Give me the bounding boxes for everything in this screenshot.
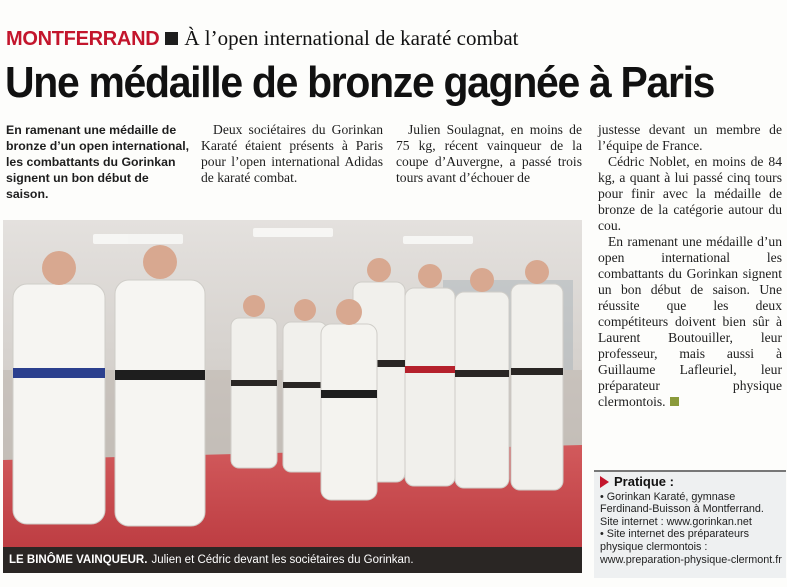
karate-group-photo	[3, 220, 582, 573]
article-kicker	[6, 26, 518, 52]
practical-item: • Gorinkan Karaté, gymnase Ferdinand-Buisson à Montferrand. Site internet : www.gorinkan.net	[600, 490, 764, 528]
body-paragraph	[598, 234, 782, 410]
body-paragraph-text: En ramenant une médaille d’un open international les combattants du Gorinkan signent un bon début de saison. Une réussite que les deux compétiteurs doivent bien sûr à Laurent Boutouiller, leur professeur, mais aussi à Guillaume Lafleuriel, leur préparateur physique clermontois.	[598, 234, 782, 409]
practical-title	[600, 476, 782, 489]
body-column-2: Deux sociétaires du Gorinkan Karaté étaient présents à Paris pour l’open international Adidas de karaté combat.	[201, 122, 383, 185]
caption-head: LE BINÔME VAINQUEUR.	[9, 554, 148, 566]
kicker-square-icon	[165, 32, 178, 45]
practical-item: • Site internet des préparateurs physique clermontois : www.preparation-physique-clermont.fr	[600, 528, 782, 566]
photo-caption	[3, 547, 582, 573]
article-photo	[3, 220, 582, 573]
article-headline: Une médaille de bronze gagnée à Paris	[5, 58, 715, 107]
body-paragraph: Cédric Noblet, en moins de 84 kg, a quant à lui passé cinq tours pour finir avec la médaille de bronze de la catégorie autour du cou.	[598, 154, 782, 233]
article-lead: En ramenant une médaille de bronze d’un open international, les combattants du Gorinkan signent un bon début de saison.	[6, 123, 190, 201]
practical-info-box	[594, 470, 786, 578]
practical-title-text: Pratique :	[614, 474, 674, 489]
body-column-3: Julien Soulagnat, en moins de 75 kg, récent vainqueur de la coupe d’Auvergne, a passé trois tours avant d’échouer de	[396, 122, 582, 185]
body-paragraph: justesse devant un membre de l’équipe de France.	[598, 122, 782, 153]
kicker-topic: À l’open international de karaté combat	[184, 26, 519, 50]
caption-text: Julien et Cédric devant les sociétaires du Gorinkan.	[151, 554, 414, 566]
arrow-right-icon	[600, 476, 609, 488]
body-column-4	[598, 122, 782, 410]
kicker-location: MONTFERRAND	[6, 28, 160, 50]
end-of-article-icon	[670, 397, 679, 406]
